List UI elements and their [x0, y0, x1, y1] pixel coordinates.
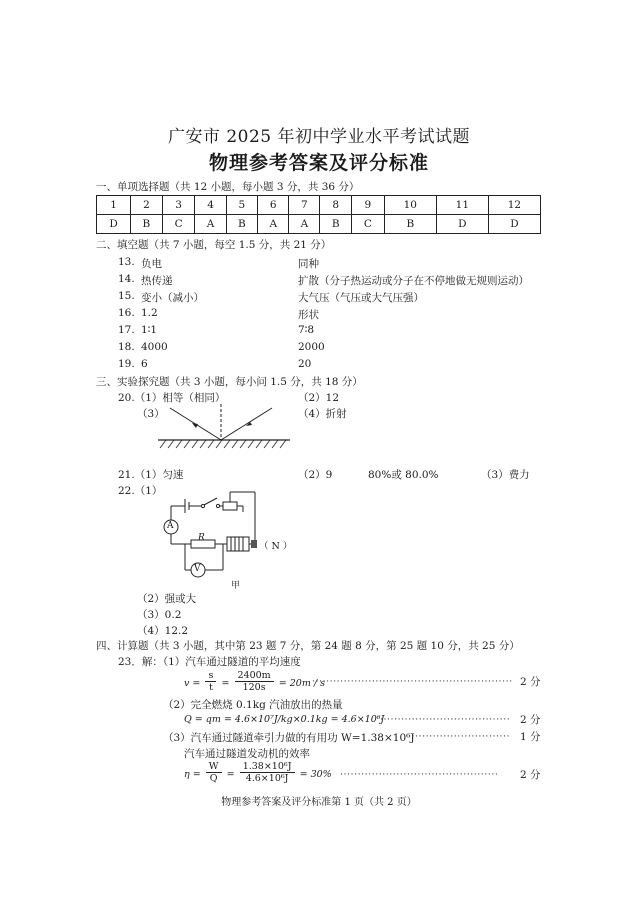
table-cell: B	[226, 215, 258, 234]
q21-part2: （2）9	[298, 469, 333, 481]
fill-answer-b: 大气压（气压或大气压强）	[298, 292, 424, 304]
table-cell: 7	[289, 196, 320, 215]
fraction	[205, 670, 216, 693]
dot-leader: ·····································	[380, 714, 511, 725]
table-cell: A	[258, 215, 289, 234]
fill-num: 15.	[118, 290, 135, 302]
q23-part2: （2）完全燃烧 0.1kg 汽油放出的热量	[163, 699, 343, 711]
score-label: 2 分	[520, 714, 541, 726]
table-cell: A	[289, 215, 320, 234]
section1-heading: 一、单项选择题（共 12 小题，每小题 3 分，共 36 分）	[96, 181, 360, 193]
ammeter-label: A	[167, 521, 174, 531]
fraction	[235, 670, 274, 693]
dot-leader: ·························································	[312, 676, 513, 687]
fill-answer-a: 6	[141, 358, 148, 370]
table-cell: 3	[162, 196, 195, 215]
table-cell: 4	[195, 196, 226, 215]
numerator: W	[206, 761, 222, 773]
fill-num: 17.	[118, 324, 135, 336]
page-footer: 物理参考答案及评分标准第 1 页（共 2 页）	[221, 797, 417, 808]
fraction	[206, 761, 222, 784]
answer-key-title: 物理参考答案及评分标准	[208, 152, 429, 174]
dot-leader: ·····························	[408, 731, 511, 742]
fill-answer-a: 4000	[141, 341, 168, 353]
fill-answer-b: 2000	[298, 341, 325, 353]
heat-formula: Q = qm = 4.6×10⁷J/kg×0.1kg = 4.6×10⁶J	[184, 714, 385, 725]
circuit-caption: 甲	[231, 581, 241, 591]
q23-part3-efficiency: 汽车通过隧道发动机的效率	[184, 748, 310, 760]
numerator: s	[205, 670, 216, 682]
fill-answer-a: 变小（减小）	[141, 292, 204, 304]
resistor-label: R	[198, 533, 205, 543]
table-cell: 2	[131, 196, 163, 215]
q21-part1: 21.（1）匀速	[118, 469, 184, 481]
fill-num: 19.	[118, 358, 135, 370]
table-cell: 6	[258, 196, 289, 215]
table-cell: 12	[488, 196, 540, 215]
multiple-choice-table	[96, 195, 541, 234]
voltmeter-label: V	[194, 564, 201, 574]
denominator: t	[208, 682, 213, 693]
fill-answer-a: 1.2	[141, 307, 158, 319]
fill-answer-a: 负电	[141, 258, 162, 270]
denominator: Q	[209, 773, 218, 784]
fill-num: 18.	[118, 341, 135, 353]
score-label: 2 分	[520, 769, 541, 781]
q23-part3: （3）汽车通过隧道牵引力做的有用功 W=1.38×10⁶J	[163, 732, 415, 744]
fill-answer-b: 20	[298, 358, 312, 370]
reflection-diagram	[150, 398, 300, 452]
q20-part2: （2）12	[298, 392, 340, 404]
fill-answer-a: 1∶1	[141, 324, 158, 336]
fill-num: 16.	[118, 307, 135, 319]
q22-part2: （2）强或大	[137, 593, 197, 605]
q22-part3: （3）0.2	[137, 609, 182, 621]
table-cell: 8	[320, 196, 352, 215]
table-cell: C	[352, 215, 385, 234]
table-cell: D	[436, 215, 488, 234]
fill-answer-a: 热传递	[141, 275, 173, 287]
velocity-formula: v = $\frac{s}{t}$ = $\frac{2400m}{120s}$ = 20m / s	[184, 670, 325, 693]
q22-part4: （4）12.2	[137, 625, 189, 637]
section4-heading: 四、计算题（共 3 小题，其中第 23 题 7 分，第 24 题 8 分，第 25 题 10 分，共 25 分）	[96, 640, 520, 652]
fill-num: 14.	[118, 273, 135, 285]
table-cell: 5	[226, 196, 258, 215]
table-cell: D	[97, 215, 131, 234]
efficiency-formula: η = $\frac{W}{Q}$ = $\frac{\text{1.38×10⁶J}}{\text{4.6×10⁶J}}$ = 30%	[184, 761, 332, 784]
denominator: 120s	[242, 682, 266, 693]
table-cell: 11	[436, 196, 488, 215]
q21-part3: （3）费力	[481, 469, 530, 481]
table-cell: B	[384, 215, 436, 234]
answer-row	[97, 215, 541, 234]
fill-num: 13.	[118, 256, 135, 268]
table-cell: B	[131, 215, 163, 234]
fraction	[240, 761, 295, 784]
section2-heading: 二、填空题（共 7 小题，每空 1.5 分，共 21 分）	[96, 239, 332, 251]
fill-answer-b: 7∶8	[298, 324, 315, 336]
table-cell: 10	[384, 196, 436, 215]
q21-part2-efficiency: 80%或 80.0%	[368, 469, 439, 481]
formula-lhs: v =	[184, 678, 201, 689]
denominator: 4.6×10⁶J	[245, 773, 289, 784]
magnetic-pole-label: （ N ）	[259, 541, 293, 552]
table-cell: B	[320, 215, 352, 234]
score-label: 2 分	[520, 676, 541, 688]
table-cell: A	[195, 215, 226, 234]
table-cell: 9	[352, 196, 385, 215]
fill-answer-b: 扩散（分子热运动或分子在不停地做无规则运动）	[298, 275, 529, 287]
table-cell: 1	[97, 196, 131, 215]
formula-lhs: η =	[184, 769, 201, 780]
fill-answer-b: 同种	[298, 258, 319, 270]
table-cell: D	[488, 215, 540, 234]
exam-title: 广安市 2025 年初中学业水平考试试题	[167, 127, 471, 147]
q20-part4: （4）折射	[298, 408, 347, 420]
q20-part3: （3）	[137, 408, 165, 420]
section3-heading: 三、实验探究题（共 3 小题，每小问 1.5 分，共 18 分）	[96, 376, 363, 388]
score-label: 1 分	[520, 731, 541, 743]
q23-intro: 23．解：（1）汽车通过隧道的平均速度	[118, 656, 301, 668]
fill-answer-b: 形状	[298, 309, 319, 321]
formula-result: = 20m / s	[278, 678, 325, 689]
dot-leader: ·············································	[340, 769, 499, 780]
table-cell: C	[162, 215, 195, 234]
q20-part1: 20.（1）相等（相同）	[118, 392, 226, 404]
q22-part1: 22.（1）	[118, 485, 163, 497]
question-number-row	[97, 196, 541, 215]
numerator: 1.38×10⁶J	[240, 761, 295, 773]
numerator: 2400m	[235, 670, 274, 682]
formula-result: = 30%	[299, 769, 332, 780]
